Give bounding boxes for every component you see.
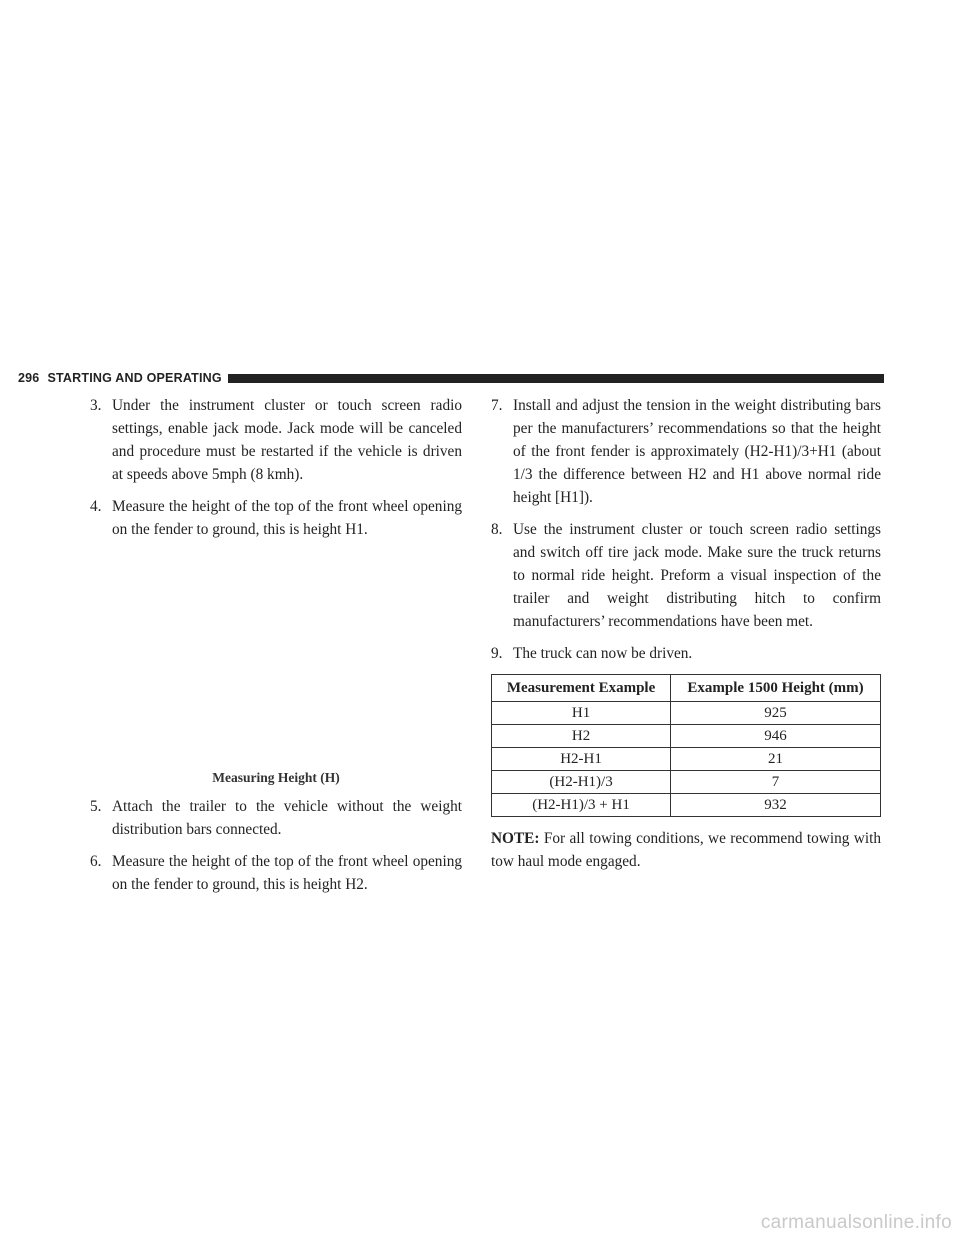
item-text: Use the instrument cluster or touch screen radio settings and switch off tire jack mode. Make sure the truck returns to normal ride height. Preform a visual inspection of the trailer and weight distributing hitch to confirm manufacturers’ recommendations have been met. [513, 521, 881, 630]
column-header: Example 1500 Height (mm) [671, 675, 881, 702]
list-item [90, 795, 462, 841]
item-number: 9. [491, 645, 503, 662]
item-number: 4. [90, 498, 102, 515]
item-text: Install and adjust the tension in the weight distributing bars per the manufacturers’ recommendations so that the height of the front fender is approximately (H2-H1)/3+H1 (about 1/3 the difference between H2 and H1 above normal ride height [H1]). [513, 397, 881, 506]
table-cell: (H2-H1)/3 + H1 [492, 794, 671, 817]
figure [90, 550, 462, 795]
list-item [491, 518, 881, 633]
right-column [491, 394, 881, 873]
table-cell: H2-H1 [492, 748, 671, 771]
measurement-table [491, 674, 881, 817]
table-cell: H1 [492, 702, 671, 725]
table-cell: 7 [671, 771, 881, 794]
watermark-text: carmanualsonline.info [760, 1212, 952, 1233]
table-cell: 932 [671, 794, 881, 817]
table-row [492, 725, 881, 748]
figure-caption: Measuring Height (H) [212, 770, 340, 785]
table-row [492, 748, 881, 771]
table-row [492, 702, 881, 725]
list-item [491, 394, 881, 509]
item-text: Under the instrument cluster or touch screen radio settings, enable jack mode. Jack mode will be canceled and procedure must be restarted if the vehicle is driven at speeds above 5mph (8 kmh). [112, 397, 462, 483]
item-text: Attach the trailer to the vehicle without the weight distribution bars connected. [112, 798, 462, 838]
item-number: 6. [90, 853, 102, 870]
table-cell: 946 [671, 725, 881, 748]
table-header-row [492, 675, 881, 702]
list-item [90, 495, 462, 541]
section-title: STARTING AND OPERATING [47, 371, 222, 385]
item-text: Measure the height of the top of the front wheel opening on the fender to ground, this is height H1. [112, 498, 462, 538]
item-number: 8. [491, 521, 503, 538]
page-header [18, 370, 884, 386]
list-item [90, 850, 462, 896]
table-cell: H2 [492, 725, 671, 748]
note [491, 827, 881, 873]
item-text: The truck can now be driven. [513, 645, 693, 662]
table-cell: (H2-H1)/3 [492, 771, 671, 794]
table-row [492, 794, 881, 817]
page-number: 296 [18, 371, 40, 385]
table-cell: 21 [671, 748, 881, 771]
item-number: 3. [90, 397, 102, 414]
list-item [491, 642, 881, 665]
header-rule [228, 374, 884, 383]
column-header: Measurement Example [492, 675, 671, 702]
list-item [90, 394, 462, 486]
item-text: Measure the height of the top of the front wheel opening on the fender to ground, this is height H2. [112, 853, 462, 893]
note-label: NOTE: [491, 830, 540, 847]
note-text: For all towing conditions, we recommend towing with tow haul mode engaged. [491, 830, 881, 870]
item-number: 7. [491, 397, 503, 414]
table-cell: 925 [671, 702, 881, 725]
item-number: 5. [90, 798, 102, 815]
left-column [90, 394, 462, 905]
table-row [492, 771, 881, 794]
